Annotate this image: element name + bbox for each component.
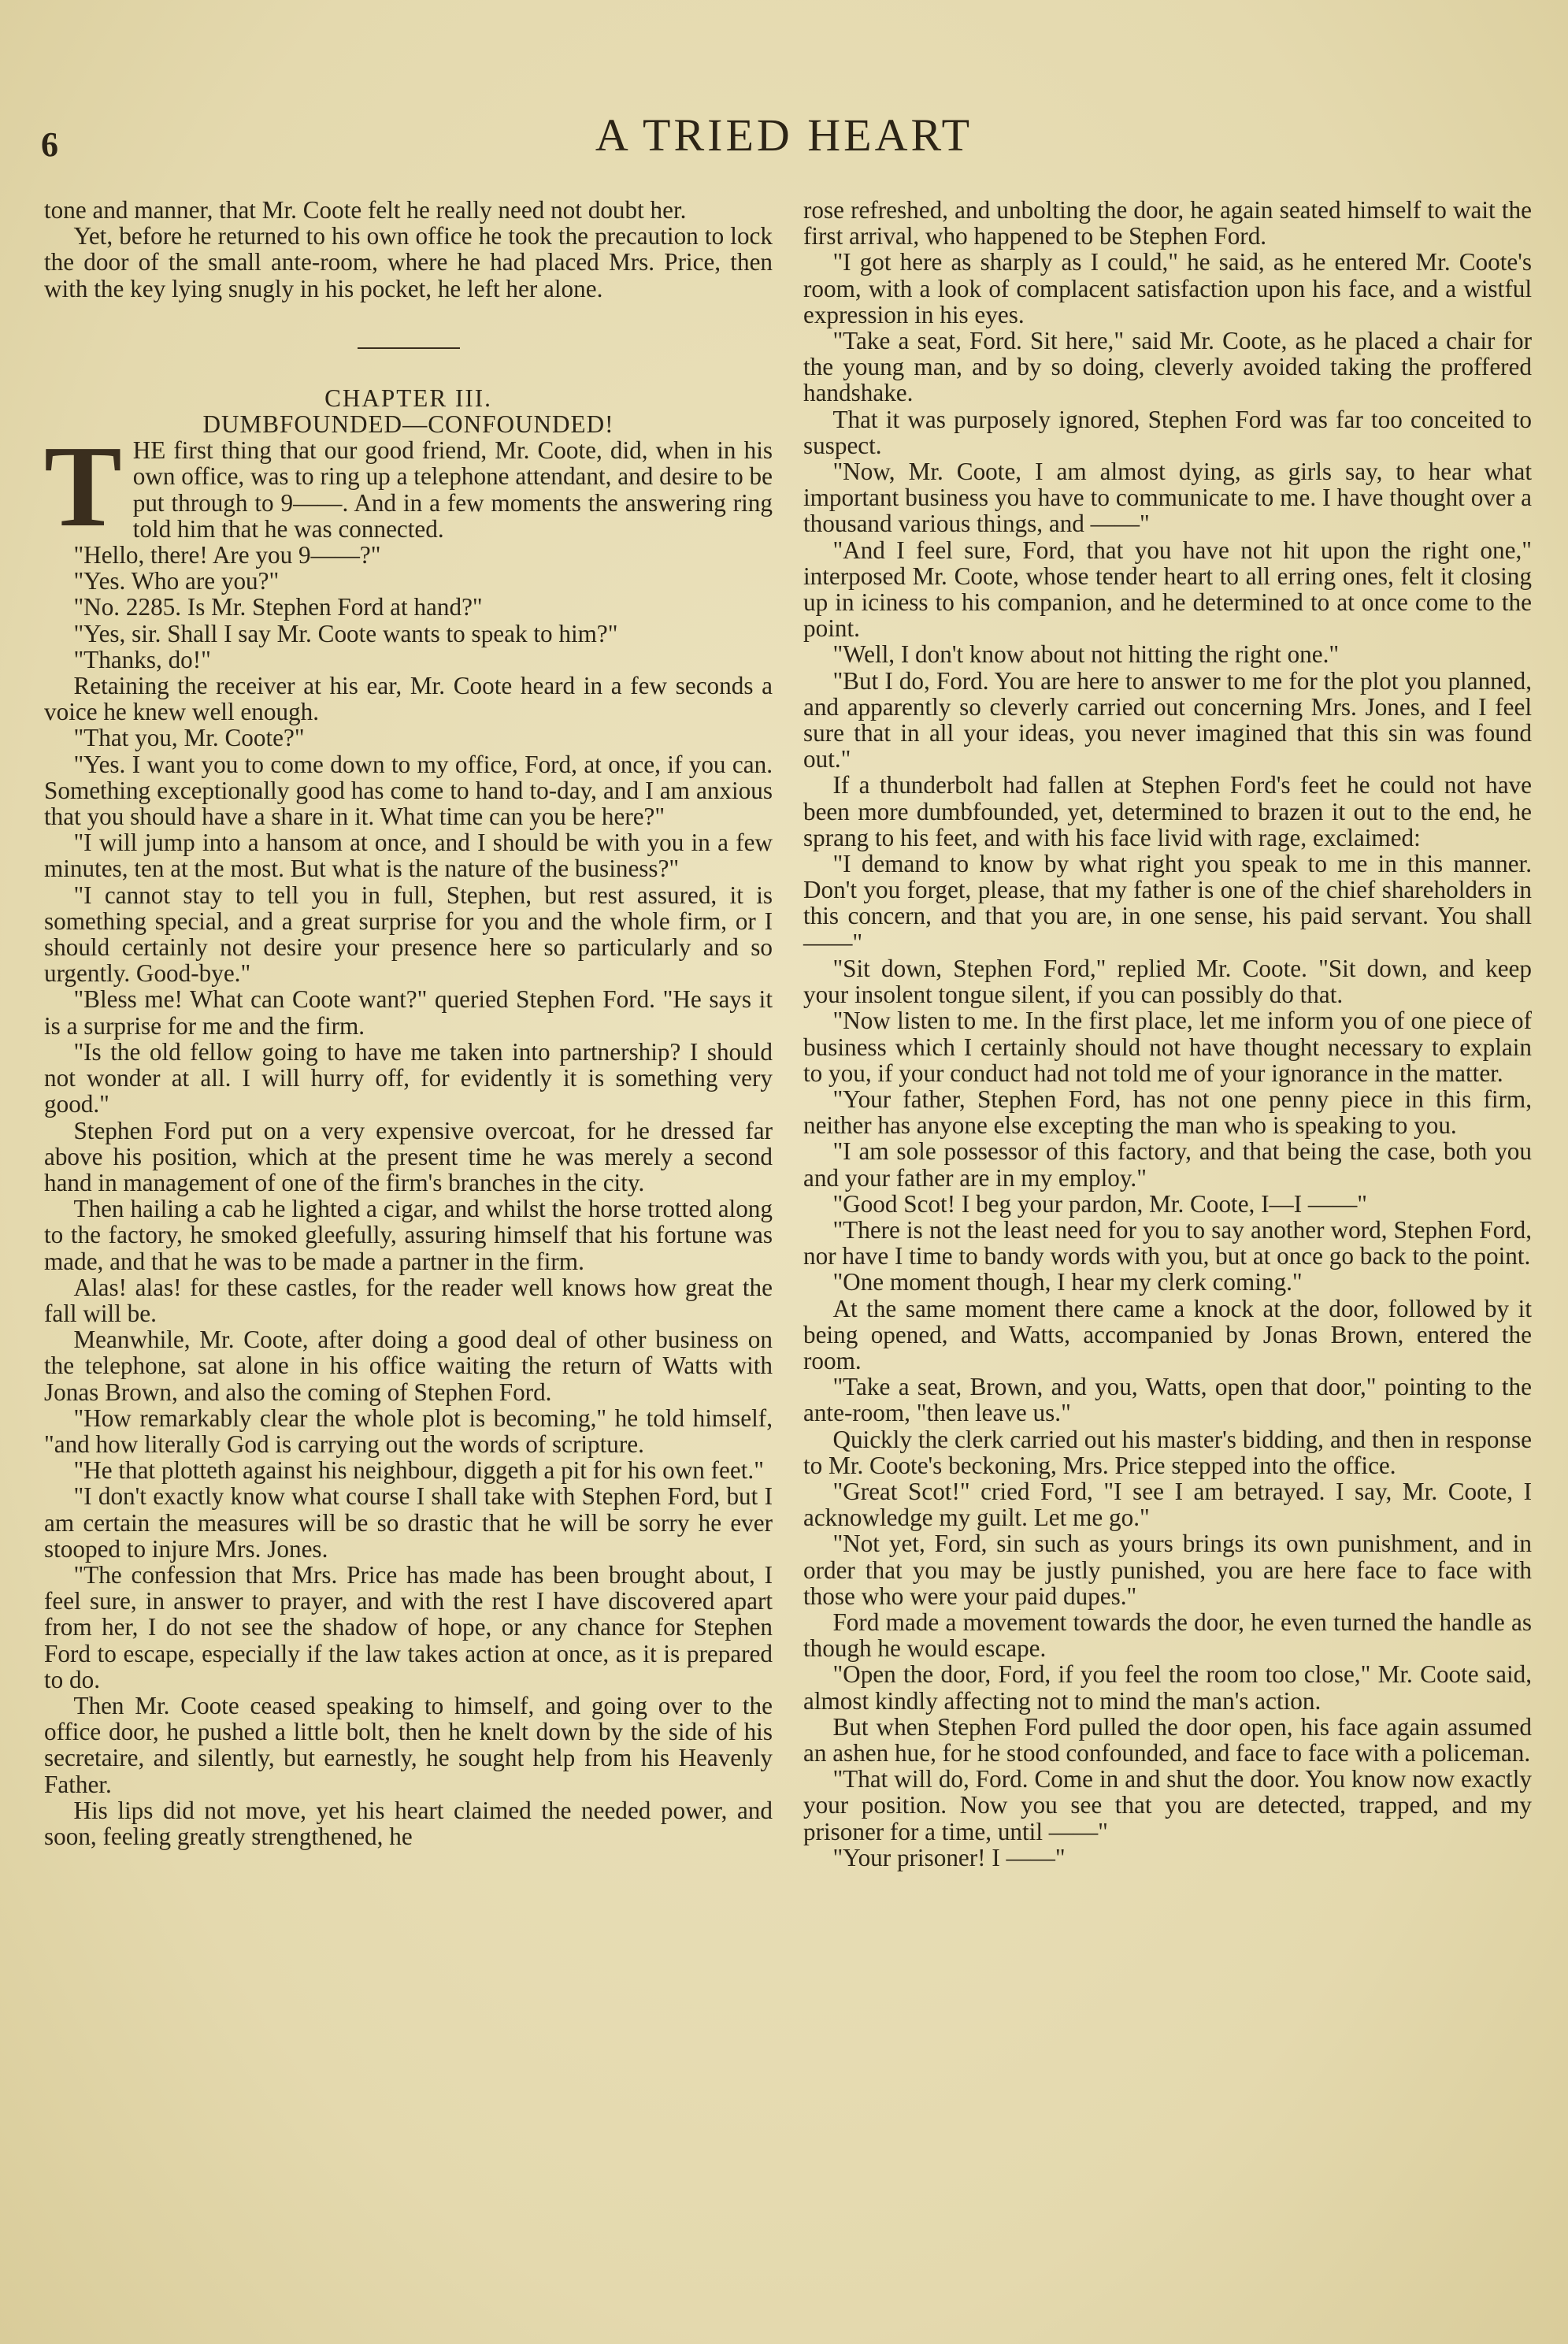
chapter-title: CHAPTER III. (324, 384, 492, 412)
paragraph: "Yes. Who are you?" (73, 567, 280, 595)
first-paragraph: HE first thing that our good friend, Mr. Coote, did, when in his own office, was to ring up a telephone attendant, and desire to be put through to 9——. And in a few moments the answering ring told him that he was connected. (132, 436, 773, 543)
paragraph: "Hello, there! Are you 9——?" (73, 541, 381, 569)
paragraph: "The confession that Mrs. Price has made has been brought about, I feel sure, in answer to prayer, and with the rest I have discovered apart from her, I do not see the shadow of hope, or any chance for Stephen Ford to escape, especially if the law takes action at once, as it is prepared to do. (44, 1560, 773, 1693)
right-column-body (803, 197, 1532, 1871)
paragraph: "No. 2285. Is Mr. Stephen Ford at hand?" (73, 593, 483, 621)
paragraph: "That you, Mr. Coote?" (73, 724, 305, 752)
paragraph: "Your father, Stephen Ford, has not one penny piece in this firm, neither has anyone else excepting the man who is speaking to you. (803, 1085, 1532, 1140)
paragraph: "How remarkably clear the whole plot is becoming," he told himself, "and how literally God is carrying out the words of scripture. (44, 1404, 773, 1458)
paragraph: That it was purposely ignored, Stephen Ford was far too conceited to suspect. (803, 405, 1532, 459)
paragraph: "He that plotteth against his neighbour, diggeth a pit for his own feet." (73, 1456, 764, 1485)
paragraph: rose refreshed, and unbolting the door, he again seated himself to wait the first arrival, who happened to be Stephen Ford. (803, 196, 1532, 250)
paragraph: "Sit down, Stephen Ford," replied Mr. Coote. "Sit down, and keep your insolent tongue silent, if you can possibly do that. (803, 954, 1532, 1009)
paragraph: "Take a seat, Brown, and you, Watts, open that door," pointing to the ante-room, "then leave us." (803, 1373, 1532, 1427)
paragraph: "I don't exactly know what course I shall take with Stephen Ford, but I am certain the measures will be so drastic that he will be sorry he ever stooped to injure Mrs. Jones. (44, 1482, 773, 1563)
paragraph: "Is the old fellow going to have me taken into partnership? I should not wonder at all. I will hurry off, for evidently it is something very good." (44, 1037, 773, 1118)
drop-cap: T (44, 422, 122, 552)
paragraph: If a thunderbolt had fallen at Stephen Ford's feet he could not have been more dumbfounded, yet, determined to brazen it out to the end, he sprang to his feet, and with his face livid with rage, exclaimed: (803, 771, 1532, 851)
page-number: 6 (41, 125, 58, 164)
paragraph: "I cannot stay to tell you in full, Stephen, but rest assured, it is something special, and a great surprise for you and the whole firm, or I should certainly not desire your presence here so particularly and so urgently. Good-bye." (44, 881, 773, 988)
paragraph: "Now, Mr. Coote, I am almost dying, as girls say, to hear what important business you have to communicate to me. I have thought over a thousand various things, and ——" (803, 458, 1532, 538)
running-title: A TRIED HEART (595, 109, 973, 161)
paragraph: "Well, I don't know about not hitting the right one." (832, 640, 1340, 669)
paragraph: His lips did not move, yet his heart claimed the needed power, and soon, feeling greatly strengthened, he (44, 1796, 773, 1850)
paragraph: "That will do, Ford. Come in and shut the door. You know now exactly your position. Now you see that you are detected, trapped, and my prisoner for a time, until ——" (803, 1765, 1532, 1845)
paragraph: "Good Scot! I beg your pardon, Mr. Coote, I—I ——" (832, 1189, 1368, 1218)
paragraph: "Not yet, Ford, sin such as yours brings its own punishment, and in order that you may be justly punished, you are here face to face with those who were your paid dupes." (803, 1530, 1532, 1610)
paragraph: Quickly the clerk carried out his master's bidding, and then in response to Mr. Coote's beckoning, Mrs. Price stepped into the office. (803, 1425, 1532, 1479)
paragraph: "I will jump into a hansom at once, and I should be with you in a few minutes, ten at the most. But what is the nature of the business?" (44, 829, 773, 883)
paragraph: "Your prisoner! I ——" (832, 1843, 1066, 1871)
paragraph: Alas! alas! for these castles, for the reader well knows how great the fall will be. (44, 1273, 773, 1327)
paragraph: Stephen Ford put on a very expensive overcoat, for he dressed far above his position, which at the present time he was merely a second hand in management of one of the firm's branches in the city. (44, 1116, 773, 1196)
paragraph: "Take a seat, Ford. Sit here," said Mr. Coote, as he placed a chair for the young man, and by so doing, cleverly avoided taking the proffered handshake. (803, 327, 1532, 407)
paragraph: "One moment though, I hear my clerk coming." (832, 1268, 1303, 1296)
paragraph: At the same moment there came a knock at the door, followed by it being opened, and Watts, accompanied by Jonas Brown, entered the room. (803, 1294, 1532, 1374)
paragraph: "Yes. I want you to come down to my office, Ford, at once, if you can. Something exceptionally good has come to hand to-day, and I am anxious that you should have a share in it. What time can you be here?" (44, 750, 773, 831)
paragraph: "Open the door, Ford, if you feel the room too close," Mr. Coote said, almost kindly affecting not to mind the man's action. (803, 1660, 1532, 1715)
right-column (803, 197, 1532, 1871)
left-column-opening (44, 197, 773, 302)
paragraph: "Bless me! What can Coote want?" queried Stephen Ford. "He says it is a surprise for me and the firm. (44, 985, 773, 1040)
paragraph: "I am sole possessor of this factory, and that being the case, both you and your father are in my employ." (803, 1137, 1532, 1192)
paragraph: "There is not the least need for you to say another word, Stephen Ford, nor have I time to bandy words with you, but at once go back to the point. (803, 1215, 1532, 1270)
paragraph: "And I feel sure, Ford, that you have not hit upon the right one," interposed Mr. Coote, whose tender heart to all erring ones, felt it closing up in iciness to his companion, and he determined to at once come to the point. (803, 536, 1532, 643)
paragraph: Retaining the receiver at his ear, Mr. Coote heard in a few seconds a voice he knew well enough. (44, 672, 773, 726)
paragraph: tone and manner, that Mr. Coote felt he really need not doubt her. (44, 196, 687, 224)
paragraph: Then Mr. Coote ceased speaking to himself, and going over to the office door, he pushed a little bolt, then he knelt down by the side of his secretaire, and silently, but earnestly, he sought help from his Heavenly Father. (44, 1691, 773, 1798)
paragraph: "But I do, Ford. You are here to answer to me for the plot you planned, and apparently so cleverly carried out concerning Mrs. Jones, and I feel sure that in all your ideas, you never imagined that this sin was found out." (803, 666, 1532, 773)
paragraph: Ford made a movement towards the door, he even turned the handle as though he would escape. (803, 1608, 1532, 1663)
left-column (44, 197, 773, 1849)
left-column-body (44, 542, 773, 1849)
paragraph: "I demand to know by what right you speak to me in this manner. Don't you forget, please, that my father is one of the chief shareholders in this concern, and that you are, in one sense, his paid servant. You shall ——" (803, 850, 1532, 956)
paragraph: "I got here as sharply as I could," he said, as he entered Mr. Coote's room, with a look of complacent satisfaction upon his face, and a wistful expression in his eyes. (803, 248, 1532, 328)
paragraph: But when Stephen Ford pulled the door open, his face again assumed an ashen hue, for he stood confounded, and face to face with a policeman. (803, 1712, 1532, 1767)
paragraph: "Great Scot!" cried Ford, "I see I am betrayed. I say, Mr. Coote, I acknowledge my guilt. Let me go." (803, 1477, 1532, 1532)
paragraph: "Now listen to me. In the first place, let me inform you of one piece of business which I certainly should not have thought necessary to explain to you, if your conduct had not told me of your ignorance in the matter. (803, 1007, 1532, 1087)
page-header (0, 109, 1568, 172)
paragraph: Then hailing a cab he lighted a cigar, and whilst the horse trotted along to the factory, he smoked gleefully, assuring himself that his fortune was made, and that he was to be made a partner in the firm. (44, 1195, 773, 1275)
section-rule (358, 347, 460, 349)
paragraph: Yet, before he returned to his own office he took the precaution to lock the door of the small ante-room, where he had placed Mrs. Price, then with the key lying snugly in his pocket, he left her alone. (44, 222, 773, 302)
paragraph: Meanwhile, Mr. Coote, after doing a good deal of other business on the telephone, sat alone in his office waiting the return of Watts with Jonas Brown, and also the coming of Stephen Ford. (44, 1326, 773, 1406)
chapter-subtitle: DUMBFOUNDED—CONFOUNDED! (202, 410, 614, 439)
paragraph: "Thanks, do!" (73, 645, 211, 673)
paragraph: "Yes, sir. Shall I say Mr. Coote wants to speak to him?" (73, 619, 618, 647)
